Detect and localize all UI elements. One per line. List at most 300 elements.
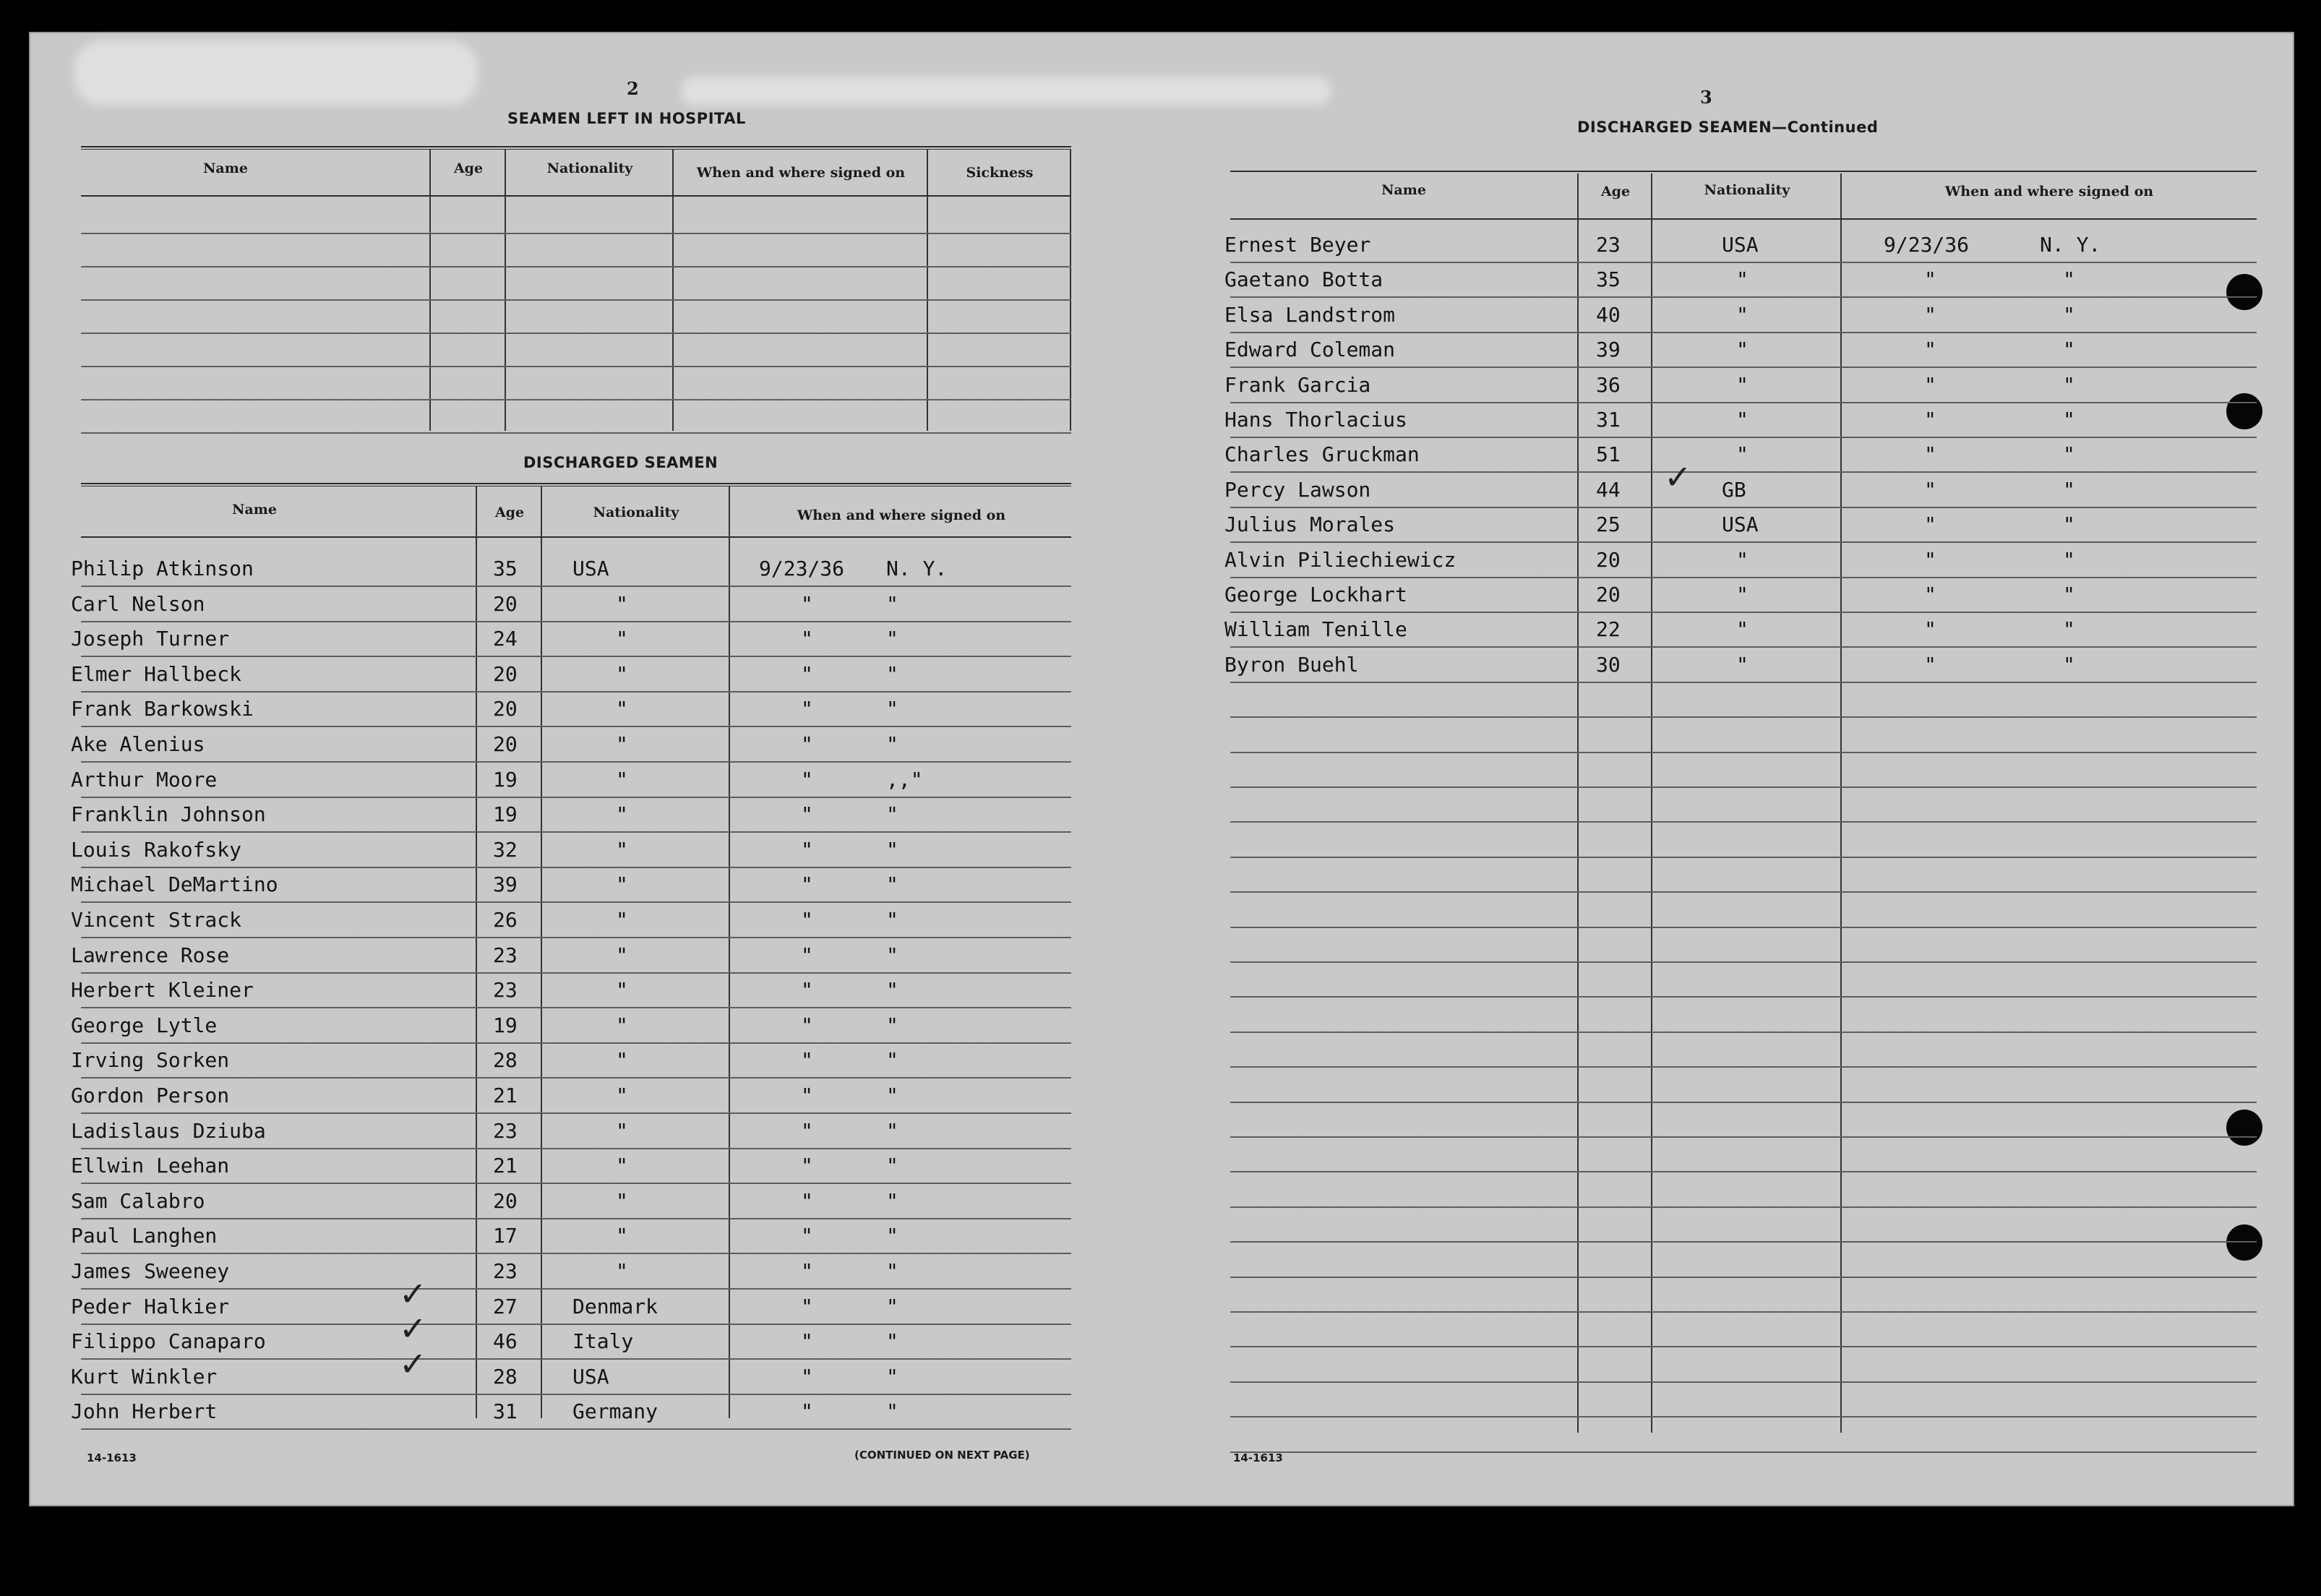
seaman-nationality: " bbox=[1736, 617, 1749, 641]
signed-on-place: " bbox=[2063, 408, 2075, 432]
signed-on-place: " bbox=[886, 592, 898, 616]
row-rule bbox=[1230, 821, 2257, 823]
row-rule bbox=[81, 1218, 1071, 1219]
signed-on-place: " bbox=[886, 1154, 898, 1177]
signed-on-place: " bbox=[2063, 583, 2075, 606]
signed-on-place: " bbox=[886, 662, 898, 686]
signed-on-place: N. Y. bbox=[886, 557, 948, 580]
seaman-name: Elsa Landstrom bbox=[1224, 303, 1396, 327]
seaman-name: Paul Langhen bbox=[71, 1224, 218, 1248]
signed-on-date: " bbox=[1924, 478, 1936, 502]
row-rule bbox=[81, 937, 1071, 938]
signed-on-place: " bbox=[886, 1189, 898, 1213]
discharged-header-nationality: Nationality bbox=[593, 505, 679, 520]
column-divider bbox=[505, 149, 506, 431]
blank-row-rule bbox=[81, 299, 1071, 301]
signed-on-place: " bbox=[886, 627, 898, 651]
blank-row-rule bbox=[81, 233, 1071, 234]
seaman-age: 23 bbox=[493, 943, 518, 967]
seaman-nationality: " bbox=[616, 872, 628, 896]
row-rule bbox=[81, 621, 1071, 622]
seaman-name: Hans Thorlacius bbox=[1224, 408, 1407, 432]
row-rule bbox=[1230, 961, 2257, 963]
seaman-name: Frank Barkowski bbox=[71, 697, 254, 721]
seaman-nationality: " bbox=[616, 1013, 628, 1037]
signed-on-date: " bbox=[1924, 338, 1936, 361]
row-rule bbox=[1230, 296, 2257, 298]
seaman-age: 23 bbox=[493, 1119, 518, 1143]
row-rule bbox=[1230, 786, 2257, 788]
check-mark: ✓ bbox=[399, 1344, 427, 1383]
seaman-name: John Herbert bbox=[71, 1399, 218, 1423]
seaman-name: James Sweeney bbox=[71, 1259, 230, 1283]
discharged-header-signed-on: When and where signed on bbox=[797, 507, 1006, 523]
hospital-header-nationality: Nationality bbox=[546, 160, 633, 176]
row-rule bbox=[1230, 332, 2257, 333]
row-rule bbox=[1230, 541, 2257, 543]
row-rule bbox=[1230, 366, 2257, 368]
seaman-nationality: " bbox=[616, 1154, 628, 1177]
signed-on-place: " bbox=[886, 1259, 898, 1283]
right-header-age: Age bbox=[1600, 184, 1631, 200]
seaman-nationality: " bbox=[1736, 267, 1749, 291]
seaman-name: Philip Atkinson bbox=[71, 557, 254, 580]
seaman-age: 39 bbox=[1596, 338, 1621, 361]
seaman-age: 39 bbox=[493, 872, 518, 896]
manifest-sheet bbox=[29, 32, 2294, 1506]
row-rule bbox=[81, 1428, 1071, 1430]
seaman-nationality: " bbox=[616, 1084, 628, 1107]
seaman-nationality: " bbox=[616, 697, 628, 721]
signed-on-place: " bbox=[2063, 478, 2075, 502]
signed-on-place: " bbox=[2063, 548, 2075, 572]
seaman-age: 44 bbox=[1596, 478, 1621, 502]
row-rule bbox=[1230, 996, 2257, 998]
seaman-age: 17 bbox=[493, 1224, 518, 1248]
signed-on-date: " bbox=[801, 1295, 813, 1318]
signed-on-date: " bbox=[801, 1399, 813, 1423]
row-rule bbox=[1230, 891, 2257, 893]
seaman-name: Franklin Johnson bbox=[71, 802, 266, 826]
column-divider bbox=[672, 149, 674, 431]
signed-on-date: " bbox=[801, 1365, 813, 1389]
seaman-age: 20 bbox=[493, 1189, 518, 1213]
signed-on-date: " bbox=[801, 697, 813, 721]
signed-on-place: " bbox=[886, 697, 898, 721]
row-rule bbox=[1230, 1066, 2257, 1068]
signed-on-date: " bbox=[1924, 583, 1936, 606]
seaman-age: 51 bbox=[1596, 442, 1621, 466]
row-rule bbox=[1230, 716, 2257, 718]
seaman-age: 32 bbox=[493, 838, 518, 862]
check-mark: ✓ bbox=[399, 1309, 427, 1348]
seaman-age: 35 bbox=[493, 557, 518, 580]
seaman-age: 26 bbox=[493, 908, 518, 932]
seaman-name: Arthur Moore bbox=[71, 768, 218, 791]
row-rule bbox=[81, 972, 1071, 974]
seaman-age: 21 bbox=[493, 1084, 518, 1107]
seaman-name: Kurt Winkler bbox=[71, 1365, 218, 1389]
seaman-name: Herbert Kleiner bbox=[71, 978, 254, 1002]
row-rule bbox=[1230, 507, 2257, 508]
seaman-name: Ake Alenius bbox=[71, 732, 205, 756]
seaman-nationality: " bbox=[616, 978, 628, 1002]
signed-on-date: " bbox=[801, 732, 813, 756]
seaman-age: 20 bbox=[493, 662, 518, 686]
seaman-nationality: " bbox=[616, 1259, 628, 1283]
check-mark: ✓ bbox=[399, 1274, 427, 1313]
seaman-nationality: " bbox=[1736, 653, 1749, 677]
hospital-header-sickness: Sickness bbox=[966, 165, 1034, 181]
signed-on-date: " bbox=[801, 1259, 813, 1283]
signed-on-place: " bbox=[2063, 373, 2075, 397]
column-divider bbox=[1577, 173, 1579, 1433]
discharged-section-title: DISCHARGED SEAMEN bbox=[523, 454, 718, 471]
row-rule bbox=[81, 797, 1071, 798]
seaman-name: William Tenille bbox=[1224, 617, 1407, 641]
seaman-name: Julius Morales bbox=[1224, 512, 1396, 536]
seaman-name: Elmer Hallbeck bbox=[71, 662, 242, 686]
seaman-nationality: " bbox=[1736, 373, 1749, 397]
seaman-name: Irving Sorken bbox=[71, 1048, 230, 1072]
punch-hole bbox=[2226, 1224, 2262, 1261]
row-rule bbox=[81, 1323, 1071, 1325]
signed-on-place: " bbox=[886, 1365, 898, 1389]
seaman-nationality: USA bbox=[1722, 233, 1759, 257]
blank-row-rule bbox=[81, 266, 1071, 267]
seaman-name: Edward Coleman bbox=[1224, 338, 1396, 361]
seaman-nationality: USA bbox=[572, 557, 609, 580]
column-divider bbox=[541, 486, 542, 1418]
blank-row-rule bbox=[81, 432, 1071, 434]
signed-on-place: " bbox=[886, 732, 898, 756]
row-rule bbox=[1230, 1277, 2257, 1278]
seaman-age: 46 bbox=[493, 1329, 518, 1353]
signed-on-place: " bbox=[886, 1048, 898, 1072]
column-divider bbox=[729, 486, 730, 1418]
column-divider bbox=[476, 486, 477, 1418]
seaman-name: George Lytle bbox=[71, 1013, 218, 1037]
seaman-age: 28 bbox=[493, 1048, 518, 1072]
seaman-age: 20 bbox=[493, 732, 518, 756]
form-number: 14-1613 bbox=[1233, 1451, 1283, 1464]
hospital-header-age: Age bbox=[453, 160, 484, 176]
seaman-name: Ladislaus Dziuba bbox=[71, 1119, 266, 1143]
row-rule bbox=[1230, 1241, 2257, 1243]
seaman-nationality: " bbox=[616, 662, 628, 686]
row-rule bbox=[1230, 437, 2257, 438]
signed-on-place: " bbox=[2063, 617, 2075, 641]
seaman-name: Louis Rakofsky bbox=[71, 838, 242, 862]
row-rule bbox=[1230, 1381, 2257, 1383]
smudge bbox=[681, 77, 1331, 106]
signed-on-place: " bbox=[2063, 267, 2075, 291]
seaman-nationality: GB bbox=[1722, 478, 1746, 502]
row-rule bbox=[1230, 262, 2257, 263]
seaman-nationality: " bbox=[616, 838, 628, 862]
signed-on-place: " bbox=[886, 1329, 898, 1353]
seaman-name: Alvin Piliechiewicz bbox=[1224, 548, 1456, 572]
signed-on-date: " bbox=[1924, 512, 1936, 536]
check-mark: ✓ bbox=[1664, 458, 1692, 497]
seaman-nationality: " bbox=[616, 1119, 628, 1143]
signed-on-date: " bbox=[801, 908, 813, 932]
seaman-name: Frank Garcia bbox=[1224, 373, 1371, 397]
form-number: 14-1613 bbox=[87, 1451, 137, 1464]
seaman-nationality: " bbox=[1736, 442, 1749, 466]
signed-on-place: " bbox=[886, 802, 898, 826]
seaman-age: 19 bbox=[493, 768, 518, 791]
signed-on-date: " bbox=[801, 1329, 813, 1353]
seaman-name: Gordon Person bbox=[71, 1084, 230, 1107]
seaman-name: Peder Halkier bbox=[71, 1295, 230, 1318]
signed-on-place: N. Y. bbox=[2040, 233, 2101, 257]
right-header-name: Name bbox=[1381, 182, 1426, 198]
seaman-nationality: USA bbox=[572, 1365, 609, 1389]
row-rule bbox=[1230, 752, 2257, 753]
signed-on-date: " bbox=[801, 943, 813, 967]
row-rule bbox=[1230, 1031, 2257, 1033]
column-divider bbox=[1070, 149, 1071, 431]
row-rule bbox=[1230, 1416, 2257, 1417]
signed-on-place: " bbox=[886, 1119, 898, 1143]
seaman-name: Gaetano Botta bbox=[1224, 267, 1383, 291]
row-rule bbox=[81, 691, 1071, 692]
signed-on-date: " bbox=[801, 627, 813, 651]
seaman-age: 23 bbox=[493, 978, 518, 1002]
seaman-nationality: USA bbox=[1722, 512, 1759, 536]
seaman-age: 22 bbox=[1596, 617, 1621, 641]
punch-hole bbox=[2226, 1110, 2262, 1146]
row-rule bbox=[1230, 927, 2257, 928]
row-rule bbox=[81, 867, 1071, 868]
row-rule bbox=[81, 1007, 1071, 1008]
seaman-name: Sam Calabro bbox=[71, 1189, 205, 1213]
seaman-nationality: " bbox=[1736, 338, 1749, 361]
blank-row-rule bbox=[81, 399, 1071, 400]
seaman-name: Byron Buehl bbox=[1224, 653, 1359, 677]
seaman-nationality: " bbox=[616, 908, 628, 932]
seaman-nationality: " bbox=[616, 768, 628, 791]
row-rule bbox=[81, 1183, 1071, 1184]
signed-on-date: " bbox=[801, 768, 813, 791]
signed-on-date: " bbox=[1924, 617, 1936, 641]
seaman-age: 20 bbox=[493, 592, 518, 616]
signed-on-place: " bbox=[886, 872, 898, 896]
row-rule bbox=[1230, 471, 2257, 473]
seaman-age: 31 bbox=[493, 1399, 518, 1423]
signed-on-place: " bbox=[886, 1013, 898, 1037]
seaman-age: 35 bbox=[1596, 267, 1621, 291]
row-rule bbox=[81, 1358, 1071, 1360]
row-rule bbox=[1230, 1311, 2257, 1313]
signed-on-date: " bbox=[1924, 303, 1936, 327]
seaman-nationality: Denmark bbox=[572, 1295, 658, 1318]
seaman-name: Vincent Strack bbox=[71, 908, 242, 932]
row-rule bbox=[1230, 1206, 2257, 1208]
row-rule bbox=[81, 1253, 1071, 1254]
seaman-age: 28 bbox=[493, 1365, 518, 1389]
row-rule bbox=[81, 901, 1071, 903]
signed-on-date: " bbox=[1924, 442, 1936, 466]
signed-on-place: " bbox=[2063, 442, 2075, 466]
rule bbox=[81, 536, 1071, 538]
seaman-age: 21 bbox=[493, 1154, 518, 1177]
seaman-nationality: Italy bbox=[572, 1329, 634, 1353]
signed-on-place: " bbox=[886, 943, 898, 967]
row-rule bbox=[1230, 682, 2257, 683]
right-header-signed-on: When and where signed on bbox=[1944, 184, 2154, 200]
row-rule bbox=[81, 1042, 1071, 1044]
row-rule bbox=[81, 1112, 1071, 1114]
row-rule bbox=[1230, 402, 2257, 403]
row-rule bbox=[81, 1148, 1071, 1149]
seaman-age: 25 bbox=[1596, 512, 1621, 536]
seaman-nationality: Germany bbox=[572, 1399, 658, 1423]
smudge bbox=[74, 40, 479, 106]
signed-on-date: 9/23/36 bbox=[759, 557, 845, 580]
signed-on-date: 9/23/36 bbox=[1884, 233, 1970, 257]
right-header-nationality: Nationality bbox=[1704, 182, 1790, 198]
row-rule bbox=[1230, 646, 2257, 648]
hospital-header-signed-on: When and where signed on bbox=[696, 165, 906, 181]
signed-on-date: " bbox=[801, 838, 813, 862]
signed-on-place: " bbox=[886, 1399, 898, 1423]
seaman-name: Percy Lawson bbox=[1224, 478, 1371, 502]
signed-on-date: " bbox=[1924, 408, 1936, 432]
signed-on-date: " bbox=[801, 1013, 813, 1037]
signed-on-place: " bbox=[2063, 512, 2075, 536]
signed-on-place: " bbox=[886, 1295, 898, 1318]
punch-hole bbox=[2226, 393, 2262, 429]
seaman-nationality: " bbox=[1736, 583, 1749, 606]
signed-on-date: " bbox=[801, 978, 813, 1002]
seaman-name: Joseph Turner bbox=[71, 627, 230, 651]
signed-on-date: " bbox=[801, 872, 813, 896]
signed-on-date: " bbox=[1924, 548, 1936, 572]
row-rule bbox=[81, 831, 1071, 833]
seaman-name: Charles Gruckman bbox=[1224, 442, 1420, 466]
seaman-nationality: " bbox=[1736, 408, 1749, 432]
seaman-nationality: " bbox=[616, 1189, 628, 1213]
signed-on-place: " bbox=[886, 1084, 898, 1107]
rule bbox=[81, 149, 1071, 150]
seaman-nationality: " bbox=[616, 1224, 628, 1248]
seaman-name: Michael DeMartino bbox=[71, 872, 278, 896]
seaman-age: 30 bbox=[1596, 653, 1621, 677]
signed-on-date: " bbox=[1924, 373, 1936, 397]
hospital-header-name: Name bbox=[203, 160, 248, 176]
seaman-age: 40 bbox=[1596, 303, 1621, 327]
seaman-nationality: " bbox=[616, 592, 628, 616]
seaman-age: 20 bbox=[1596, 583, 1621, 606]
signed-on-date: " bbox=[801, 802, 813, 826]
punch-hole bbox=[2226, 274, 2262, 310]
signed-on-date: " bbox=[801, 1189, 813, 1213]
signed-on-date: " bbox=[1924, 267, 1936, 291]
seaman-name: Ellwin Leehan bbox=[71, 1154, 230, 1177]
signed-on-date: " bbox=[801, 592, 813, 616]
signed-on-date: " bbox=[801, 1084, 813, 1107]
row-rule bbox=[1230, 1346, 2257, 1347]
seaman-age: 19 bbox=[493, 1013, 518, 1037]
signed-on-date: " bbox=[801, 662, 813, 686]
row-rule bbox=[81, 1077, 1071, 1078]
seaman-nationality: " bbox=[616, 943, 628, 967]
seaman-age: 19 bbox=[493, 802, 518, 826]
signed-on-place: " bbox=[886, 978, 898, 1002]
row-rule bbox=[1230, 1171, 2257, 1172]
seaman-name: Ernest Beyer bbox=[1224, 233, 1371, 257]
signed-on-place: " bbox=[886, 908, 898, 932]
seaman-name: George Lockhart bbox=[1224, 583, 1407, 606]
signed-on-date: " bbox=[801, 1224, 813, 1248]
row-rule bbox=[81, 1288, 1071, 1290]
seaman-nationality: " bbox=[1736, 303, 1749, 327]
rule bbox=[81, 483, 1071, 484]
page-number: 2 bbox=[627, 78, 639, 99]
signed-on-date: " bbox=[1924, 653, 1936, 677]
rule bbox=[81, 195, 1071, 197]
signed-on-place: " bbox=[2063, 303, 2075, 327]
rule bbox=[1230, 171, 2257, 172]
seaman-nationality: " bbox=[616, 802, 628, 826]
signed-on-place: " bbox=[2063, 338, 2075, 361]
rule bbox=[1230, 218, 2257, 220]
seaman-age: 31 bbox=[1596, 408, 1621, 432]
seaman-name: Lawrence Rose bbox=[71, 943, 230, 967]
blank-row-rule bbox=[81, 366, 1071, 367]
row-rule bbox=[81, 585, 1071, 587]
column-divider bbox=[927, 149, 928, 431]
seaman-age: 23 bbox=[493, 1259, 518, 1283]
seaman-name: Filippo Canaparo bbox=[71, 1329, 266, 1353]
row-rule bbox=[81, 656, 1071, 657]
seaman-nationality: " bbox=[1736, 548, 1749, 572]
row-rule bbox=[1230, 857, 2257, 858]
seaman-age: 20 bbox=[493, 697, 518, 721]
discharged-header-name: Name bbox=[232, 502, 277, 518]
discharged-header-age: Age bbox=[494, 505, 525, 520]
row-rule bbox=[81, 1394, 1071, 1395]
row-rule bbox=[1230, 1451, 2257, 1453]
column-divider bbox=[1840, 173, 1842, 1433]
signed-on-date: " bbox=[801, 1048, 813, 1072]
row-rule bbox=[81, 761, 1071, 763]
seaman-age: 23 bbox=[1596, 233, 1621, 257]
right-section-title: DISCHARGED SEAMEN—Continued bbox=[1577, 119, 1879, 136]
signed-on-place: " bbox=[2063, 653, 2075, 677]
signed-on-place: " bbox=[886, 838, 898, 862]
seaman-nationality: " bbox=[616, 732, 628, 756]
seaman-age: 24 bbox=[493, 627, 518, 651]
seaman-name: Carl Nelson bbox=[71, 592, 205, 616]
row-rule bbox=[1230, 1136, 2257, 1138]
column-divider bbox=[429, 149, 431, 431]
rule bbox=[81, 146, 1071, 147]
column-divider bbox=[1651, 173, 1652, 1433]
continued-note: (CONTINUED ON NEXT PAGE) bbox=[854, 1449, 1030, 1462]
page-number: 3 bbox=[1700, 87, 1712, 108]
row-rule bbox=[1230, 612, 2257, 613]
signed-on-place: ,," bbox=[886, 768, 923, 791]
seaman-nationality: " bbox=[616, 627, 628, 651]
signed-on-place: " bbox=[886, 1224, 898, 1248]
seaman-age: 36 bbox=[1596, 373, 1621, 397]
seaman-nationality: " bbox=[616, 1048, 628, 1072]
seaman-age: 27 bbox=[493, 1295, 518, 1318]
row-rule bbox=[1230, 1102, 2257, 1103]
